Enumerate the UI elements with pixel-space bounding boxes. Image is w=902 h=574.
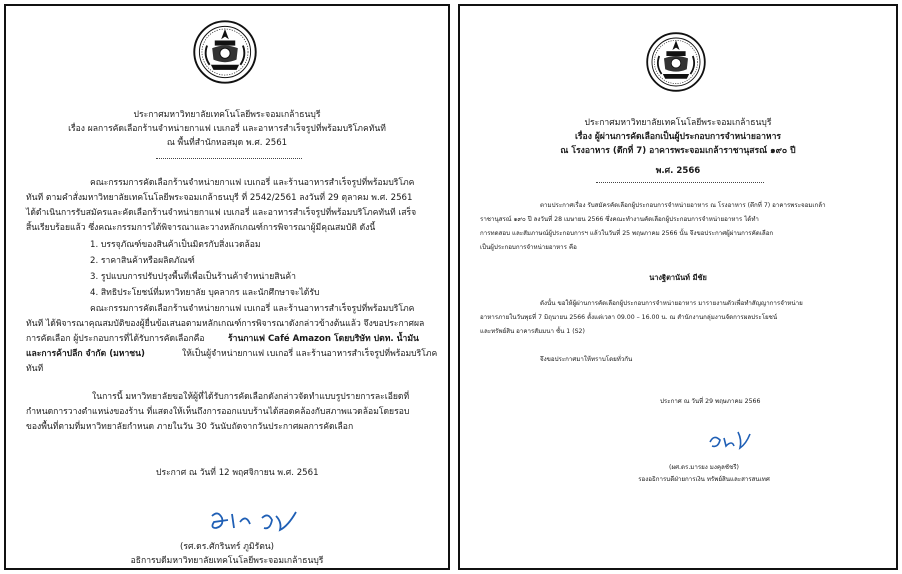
body-line: คณะกรรมการคัดเลือกร้านจำหน่ายกาแฟ เบเกอรี่ และร้านอาหารสำเร็จรูปที่พร้อมบริโภค [90, 178, 415, 188]
body-line: การทดสอบ และสัมภาษณ์ผู้ประกอบการฯ แล้วในวันที่ 25 พฤษภาคม 2566 นั้น จึงขอประกาศผู้ผ่านการคัดเลือก [480, 230, 774, 237]
criteria-item: 1. บรรจุภัณฑ์ของสินค้าเป็นมิตรกับสิ่งแวดล้อม [90, 240, 261, 250]
signatory-title: รองอธิการบดีฝ่ายการเงิน ทรัพย์สินและสารสนเทศ [638, 476, 770, 483]
result-line: ให้เป็นผู้จำหน่ายกาแฟ เบเกอรี่ และร้านอาหารสำเร็จรูปที่พร้อมบริโภค [182, 349, 438, 359]
university-seal-icon [646, 32, 706, 92]
heading-institution: ประกาศมหาวิทยาลัยเทคโนโลยีพระจอมเกล้าธนบุรี [584, 118, 772, 128]
result-line: การคัดเลือก ผู้ประกอบการที่ได้รับการคัดเลือกคือ [26, 334, 205, 344]
announcement-document-right [458, 4, 898, 570]
heading-divider [596, 182, 764, 183]
criteria-item: 3. รูปแบบการปรับปรุงพื้นที่เพื่อเป็นร้านค้าจำหน่ายสินค้า [90, 272, 296, 282]
announcement-document-left [4, 4, 450, 570]
heading-year: พ.ศ. 2566 [655, 166, 701, 176]
heading-divider [156, 158, 302, 159]
winner-name-continued: และการค้าปลีก จำกัด (มหาชน) [26, 349, 145, 359]
heading-location: ณ พื้นที่สำนักหอสมุด พ.ศ. 2561 [166, 138, 288, 148]
body-line: เป็นผู้ประกอบการจำหน่ายอาหาร คือ [480, 244, 577, 251]
signatory-name: (รศ.ดร.ศักรินทร์ ภูมิรัตน) [180, 542, 274, 552]
announcement-date: ประกาศ ณ วันที่ 12 พฤศจิกายน พ.ศ. 2561 [156, 468, 319, 478]
closing-line: กำหนดการวางตำแหน่งของร้าน ที่แสดงให้เห็นถึงการออกแบบร้านได้สอดคล้องกับสภาพแวดล้อมโดยรอบ [26, 407, 410, 417]
result-line: ทันที [26, 364, 44, 374]
contact-line: ดังนั้น ขอให้ผู้ผ่านการคัดเลือกผู้ประกอบการจำหน่ายอาหาร มารายงานตัวเพื่อทำสัญญาการจำหน่าย [540, 300, 803, 307]
body-line: ราชานุสรณ์ ๑๙๐ ปี ลงวันที่ 28 เมษายน 2566 ซึ่งคณะทำงานคัดเลือกผู้ประกอบการจำหน่ายอาหาร ได้ทำ [480, 216, 759, 223]
criteria-item: 4. สิทธิประโยชน์ที่มหาวิทยาลัย บุคลากร และนักศึกษาจะได้รับ [90, 288, 320, 298]
body-line: ได้ดำเนินการรับสมัครและคัดเลือกร้านจำหน่ายกาแฟ เบเกอรี่ และอาหารสำเร็จรูปที่พร้อมบริโภคทันที เสร็จ [26, 208, 417, 218]
winner-name: ร้านกาแฟ Café Amazon โดยบริษัท ปตท. น้ำมัน [228, 334, 419, 344]
contact-line: และทรัพย์สิน อาคารสัมมนา ชั้น 1 (S2) [480, 328, 585, 335]
signature-image [704, 426, 754, 454]
notice-line: จึงขอประกาศมาให้ทราบโดยทั่วกัน [540, 356, 633, 363]
heading-location: ณ โรงอาหาร (ตึกที่ 7) อาคารพระจอมเกล้าราชานุสรณ์ ๑๙๐ ปี [560, 146, 796, 156]
body-line: สิ้นเรียบร้อยแล้ว ซึ่งคณะกรรมการได้พิจารณาและวางหลักเกณฑ์การพิจารณาผู้มีคุณสมบัติ ดังนี้ [26, 223, 376, 233]
result-line: คณะกรรมการคัดเลือกร้านจำหน่ายกาแฟ เบเกอรี่ และร้านอาหารสำเร็จรูปที่พร้อมบริโภค [90, 304, 415, 314]
body-line: ตามประกาศเรื่อง รับสมัครคัดเลือกผู้ประกอบการจำหน่ายอาหาร ณ โรงอาหาร (ตึกที่ 7) อาคารพระจอมเกล้า [540, 202, 826, 209]
announcement-date: ประกาศ ณ วันที่ 29 พฤษภาคม 2566 [660, 398, 761, 405]
heading-subject: เรื่อง ผู้ผ่านการคัดเลือกเป็นผู้ประกอบการจำหน่ายอาหาร [574, 132, 782, 142]
university-seal-icon [193, 20, 257, 84]
body-line: ทันที ตามคำสั่งมหาวิทยาลัยเทคโนโลยีพระจอมเกล้าธนบุรี ที่ 2542/2561 ลงวันที่ 29 ตุลาคม พ.ศ. 2561 [26, 193, 413, 203]
closing-line: ของพื้นที่ตามที่มหาวิทยาลัยกำหนด ภายในวัน 30 วันนับถัดจากวันประกาศผลการคัดเลือก [26, 422, 354, 432]
heading-institution: ประกาศมหาวิทยาลัยเทคโนโลยีพระจอมเกล้าธนบุรี [133, 110, 321, 120]
signature-image [206, 506, 302, 536]
result-line: ทันที ได้พิจารณาคุณสมบัติของผู้ยื่นข้อเสนอตามหลักเกณฑ์การพิจารณาดังกล่าวข้างต้นแล้ว จึงขอประกาศผล [26, 319, 425, 329]
heading-subject: เรื่อง ผลการคัดเลือกร้านจำหน่ายกาแฟ เบเกอรี่ และอาหารสำเร็จรูปที่พร้อมบริโภคทันที [68, 124, 386, 134]
signatory-title: อธิการบดีมหาวิทยาลัยเทคโนโลยีพระจอมเกล้าธนบุรี [130, 556, 324, 566]
criteria-item: 2. ราคาสินค้าหรือผลิตภัณฑ์ [90, 256, 195, 266]
contact-line: อาหารภายในวันพุธที่ 7 มิถุนายน 2566 ตั้งแต่เวลา 09.00 – 16.00 น. ณ สำนักงานกลุ่มงานจัดการผลประโยชน์ [480, 314, 778, 321]
winner-name: นางฐิตานันท์ มีชัย [649, 273, 707, 282]
closing-line: ในการนี้ มหาวิทยาลัยขอให้ผู้ที่ได้รับการคัดเลือกดังกล่าวจัดทำแบบรูปรายการละเอียดที่ [92, 392, 410, 402]
signatory-name: (ผศ.ดร.มารยง มงคุลชัชรี) [669, 464, 739, 471]
